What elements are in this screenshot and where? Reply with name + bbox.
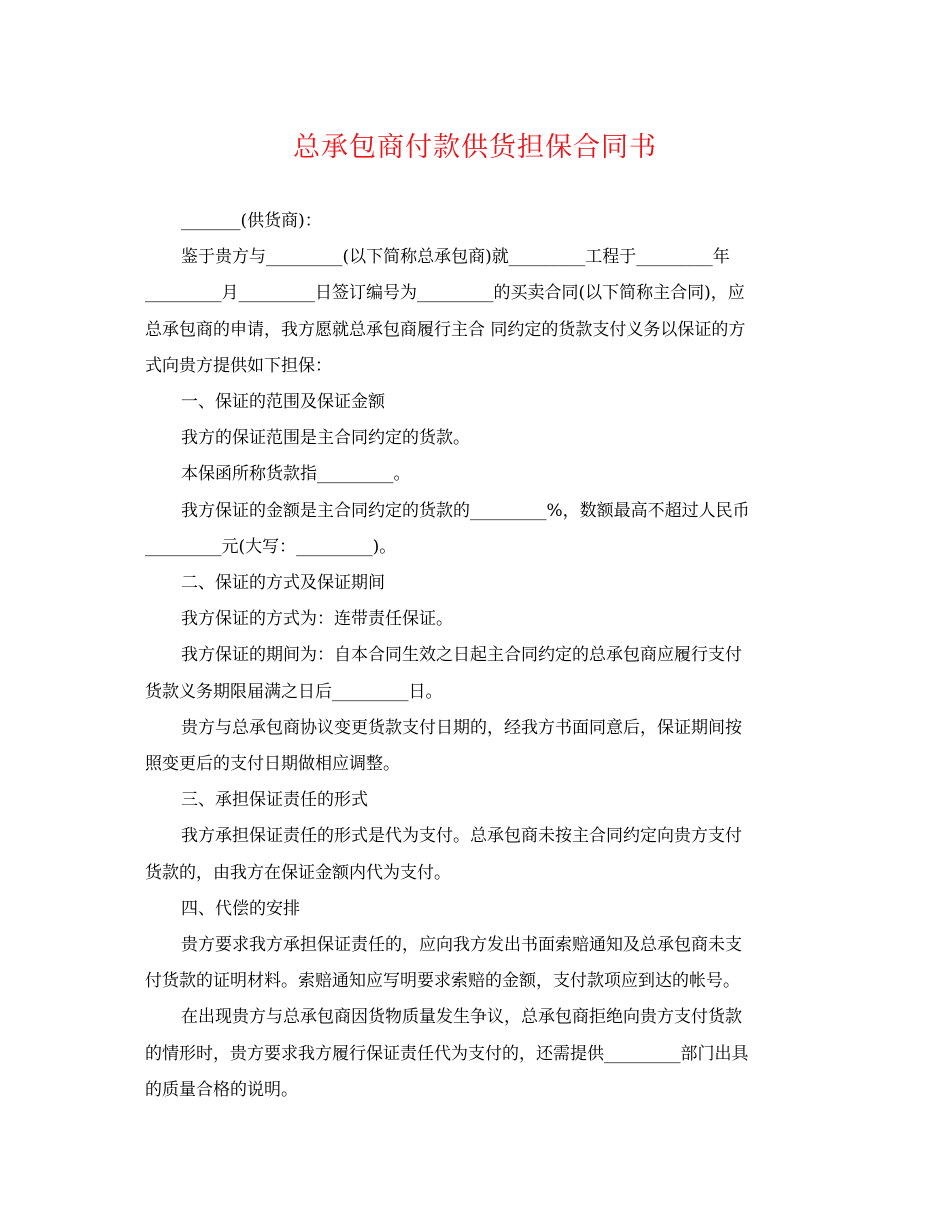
paragraph-line: 我方保证的期间为：自本合同生效之日起主合同约定的总承包商应履行支付 xyxy=(181,645,742,666)
paragraph-line: 式向贵方提供如下担保： xyxy=(145,355,332,376)
section-heading: 四、代偿的安排 xyxy=(181,898,300,919)
paragraph-line: 我方保证的方式为：连带责任保证。 xyxy=(181,609,453,630)
paragraph-line: 贵方与总承包商协议变更货款支付日期的，经我方书面同意后，保证期间按 xyxy=(181,717,742,738)
section-heading: 一、保证的范围及保证金额 xyxy=(181,392,385,413)
paragraph-line: _________月_________日签订编号为_________的买卖合同(以下简称主合同)，应 xyxy=(145,283,745,304)
addressee-line: _______(供货商)： xyxy=(181,211,322,231)
paragraph-line: 货款义务期限届满之日后_________日。 xyxy=(145,681,443,702)
paragraph-line: 本保函所称货款指_________。 xyxy=(181,464,411,485)
paragraph-line: 我方保证的金额是主合同约定的货款的_________%，数额最高不超过人民币 xyxy=(181,500,750,521)
section-heading: 三、承担保证责任的形式 xyxy=(181,790,368,811)
paragraph-line: 在出现贵方与总承包商因货物质量发生争议，总承包商拒绝向贵方支付货款 xyxy=(181,1007,742,1028)
document-body xyxy=(145,203,810,1108)
paragraph-line: 付货款的证明材料。索赔通知应写明要求索赔的金额，支付款项应到达的帐号。 xyxy=(145,971,740,992)
paragraph-line: 货款的，由我方在保证金额内代为支付。 xyxy=(145,862,451,883)
paragraph-line: _________元(大写：_________)。 xyxy=(145,536,397,557)
paragraph-line: 的情形时，贵方要求我方履行保证责任代为支付的，还需提供_________部门出具 xyxy=(145,1043,749,1064)
paragraph-line: 我方的保证范围是主合同约定的货款。 xyxy=(181,428,470,449)
paragraph-line: 我方承担保证责任的形式是代为支付。总承包商未按主合同约定向贵方支付 xyxy=(181,826,742,847)
paragraph-line: 贵方要求我方承担保证责任的，应向我方发出书面索赔通知及总承包商未支 xyxy=(181,935,742,956)
paragraph-line: 照变更后的支付日期做相应调整。 xyxy=(145,754,400,775)
paragraph-line: 鉴于贵方与_________(以下简称总承包商)就_________工程于_________年 xyxy=(181,247,730,268)
section-heading: 二、保证的方式及保证期间 xyxy=(181,573,385,594)
document-title: 总承包商付款供货担保合同书 xyxy=(293,132,657,163)
paragraph-line: 的质量合格的说明。 xyxy=(145,1079,298,1100)
paragraph-line: 总承包商的申请，我方愿就总承包商履行主合 同约定的货款支付义务以保证的方 xyxy=(145,319,746,340)
